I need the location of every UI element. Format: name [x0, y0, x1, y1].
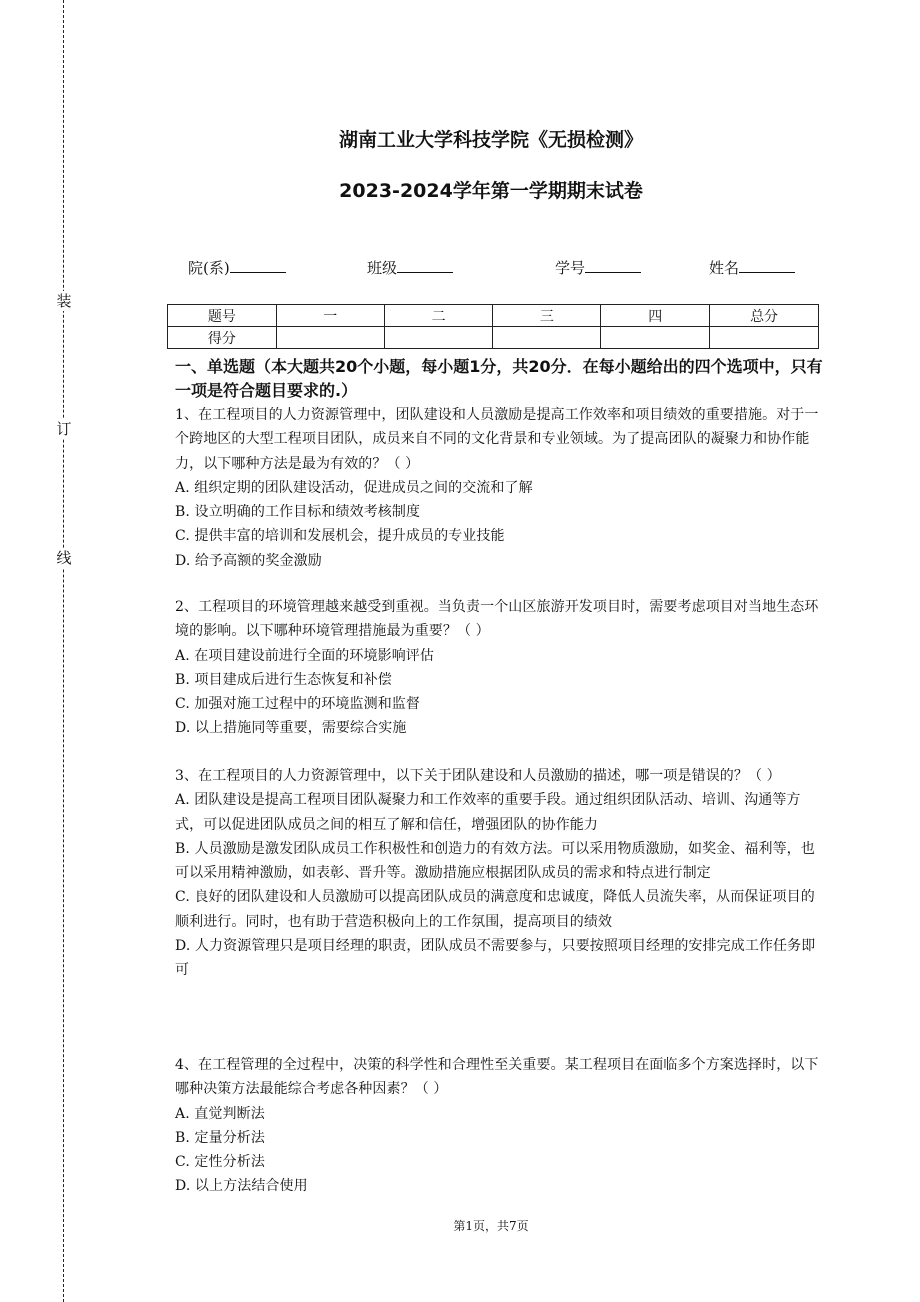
score-cell: 一: [276, 305, 384, 327]
question-2: [175, 595, 825, 741]
option-b[interactable]: B. 项目建成后进行生态恢复和补偿: [175, 671, 392, 688]
option-c[interactable]: C. 提供丰富的培训和发展机会，提升成员的专业技能: [175, 528, 505, 545]
exam-subtitle: 2023-2024学年第一学期期末试卷: [339, 180, 643, 202]
score-cell: 总分: [710, 305, 819, 327]
field-student-id[interactable]: [555, 258, 641, 278]
question-1: [175, 403, 825, 573]
field-department[interactable]: [188, 258, 286, 278]
score-table-score-row: [168, 327, 819, 349]
score-cell: 得分: [168, 327, 277, 349]
field-class[interactable]: [367, 258, 453, 278]
binding-char-ding: 订: [56, 420, 72, 438]
field-class-blank[interactable]: [397, 258, 453, 273]
question-stem: 2、工程项目的环境管理越来越受到重视。当负责一个山区旅游开发项目时，需要考虑项目对当地生态环境的影响。以下哪种环境管理措施最为重要？（ ）: [175, 599, 819, 640]
question-stem: 4、在工程管理的全过程中，决策的科学性和合理性至关重要。某工程项目在面临多个方案选择时，以下哪种决策方法最能综合考虑各种因素？（ ）: [175, 1057, 819, 1098]
page-footer: 第1页，共7页: [453, 1219, 529, 1233]
option-c[interactable]: C. 定性分析法: [175, 1154, 265, 1171]
question-stem: 1、在工程项目的人力资源管理中，团队建设和人员激励是提高工作效率和项目绩效的重要措施。对于一个跨地区的大型工程项目团队，成员来自不同的文化背景和专业领域。为了提高团队的凝聚力和协作能力，以下哪种方法是最为有效的？（ ）: [175, 407, 819, 472]
score-table: [167, 304, 819, 349]
score-input-cell[interactable]: [601, 327, 710, 349]
binding-char-zhuang: 装: [56, 292, 72, 310]
option-c[interactable]: C. 良好的团队建设和人员激励可以提高团队成员的满意度和忠诚度，降低人员流失率，从而保证项目的顺利进行。同时，也有助于营造积极向上的工作氛围，提高项目的绩效: [175, 889, 815, 930]
score-input-cell[interactable]: [384, 327, 493, 349]
field-class-label: 班级: [367, 259, 398, 277]
option-d[interactable]: D. 给予高额的奖金激励: [175, 552, 322, 569]
score-input-cell[interactable]: [276, 327, 384, 349]
exam-title: 湖南工业大学科技学院《无损检测》: [338, 129, 643, 151]
field-name-label: 姓名: [709, 259, 740, 277]
score-cell: 题号: [168, 305, 277, 327]
score-cell: 二: [384, 305, 493, 327]
option-a[interactable]: A. 在项目建设前进行全面的环境影响评估: [175, 647, 435, 664]
field-student-id-blank[interactable]: [585, 258, 641, 273]
option-b[interactable]: B. 定量分析法: [175, 1129, 265, 1146]
option-d[interactable]: D. 以上方法结合使用: [175, 1178, 308, 1195]
option-a[interactable]: A. 组织定期的团队建设活动，促进成员之间的交流和了解: [175, 479, 533, 496]
field-name[interactable]: [709, 258, 795, 278]
field-department-blank[interactable]: [230, 258, 286, 273]
option-d[interactable]: D. 人力资源管理只是项目经理的职责，团队成员不需要参与，只要按照项目经理的安排完成工作任务即可: [175, 938, 816, 979]
option-b[interactable]: B. 设立明确的工作目标和绩效考核制度: [175, 504, 421, 521]
score-input-cell[interactable]: [710, 327, 819, 349]
question-stem: 3、在工程项目的人力资源管理中，以下关于团队建设和人员激励的描述，哪一项是错误的？（ ）: [175, 768, 781, 784]
score-cell: 三: [493, 305, 601, 327]
field-student-id-label: 学号: [555, 259, 586, 277]
question-3: [175, 764, 825, 983]
option-d[interactable]: D. 以上措施同等重要，需要综合实施: [175, 720, 407, 737]
score-cell: 四: [601, 305, 710, 327]
score-table-header-row: [168, 305, 819, 327]
field-name-blank[interactable]: [739, 258, 795, 273]
binding-char-xian: 线: [56, 549, 72, 567]
question-4: [175, 1053, 825, 1199]
option-b[interactable]: B. 人员激励是激发团队成员工作积极性和创造力的有效方法。可以采用物质激励，如奖金、福利等，也可以采用精神激励，如表彰、晋升等。激励措施应根据团队成员的需求和特点进行制定: [175, 840, 815, 882]
option-a[interactable]: A. 直觉判断法: [175, 1105, 265, 1122]
score-input-cell[interactable]: [493, 327, 601, 349]
field-department-label: 院(系): [188, 259, 230, 277]
option-c[interactable]: C. 加强对施工过程中的环境监测和监督: [175, 696, 421, 713]
option-a[interactable]: A. 团队建设是提高工程项目团队凝聚力和工作效率的重要手段。通过组织团队活动、培训、沟通等方式，可以促进团队成员之间的相互了解和信任，增强团队的协作能力: [175, 792, 801, 833]
section-heading: 一、单选题（本大题共20个小题，每小题1分，共20分．在每小题给出的四个选项中，只有一项是符合题目要求的.）: [175, 357, 823, 400]
